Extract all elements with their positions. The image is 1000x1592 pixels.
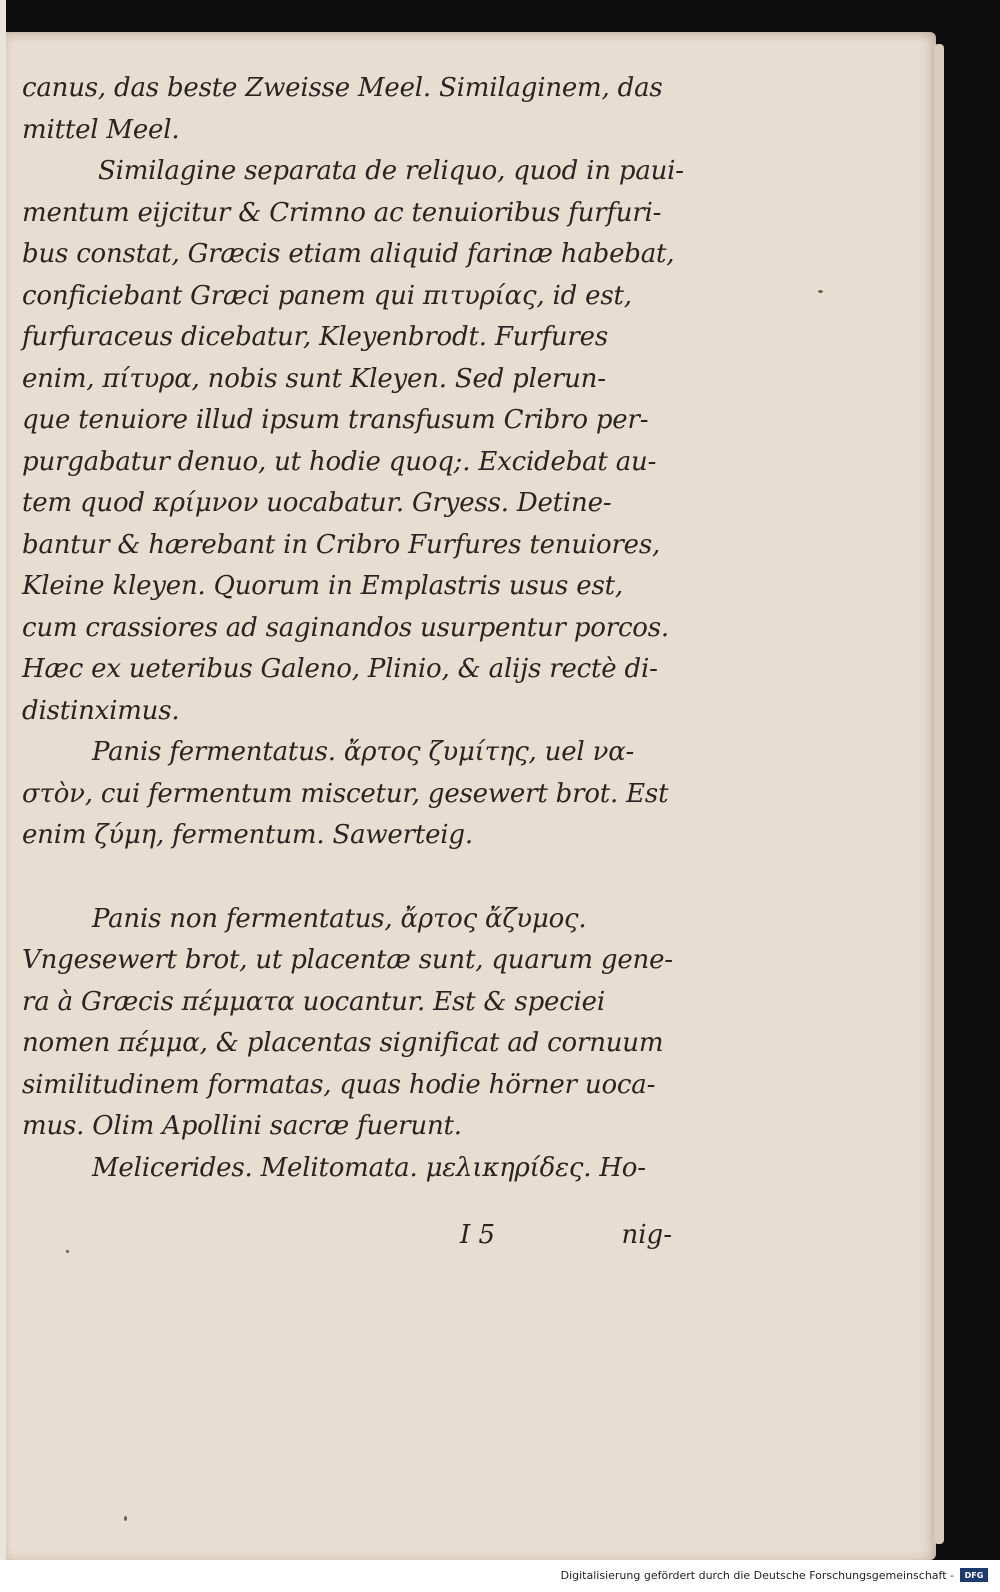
paper-speck bbox=[124, 1516, 127, 1521]
signature-mark: I 5 bbox=[460, 1220, 496, 1250]
text-line: canus, das beste Zweisse Meel. Similaginem, das bbox=[22, 73, 663, 103]
text-line: que tenuiore illud ipsum transfusum Cribro per- bbox=[22, 405, 649, 435]
text-line: ra à Græcis πέμματα uocantur. Est & speciei bbox=[22, 986, 605, 1017]
paper-speck bbox=[818, 290, 823, 293]
catchword: nig- bbox=[621, 1220, 672, 1250]
text-line: mentum eijcitur & Crimno ac tenuioribus furfuri- bbox=[22, 197, 662, 228]
paragraph-gap bbox=[22, 857, 672, 899]
text-line: enim ζύμη, fermentum. Sawerteig. bbox=[22, 820, 473, 850]
dfg-logo-icon: DFG bbox=[960, 1568, 988, 1582]
text-line: Kleine kleyen. Quorum in Emplastris usus est, bbox=[22, 571, 623, 601]
text-line: bus constat, Græcis etiam aliquid farinæ habebat, bbox=[22, 239, 675, 269]
text-line: Hæc ex ueteribus Galeno, Plinio, & alijs rectè di- bbox=[22, 654, 658, 684]
text-line: mus. Olim Apollini sacræ fuerunt. bbox=[22, 1111, 462, 1141]
page-footer bbox=[22, 1220, 672, 1262]
text-line: tem quod κρίμνον uocabatur. Gryess. Detine- bbox=[22, 488, 612, 518]
text-line: enim, πίτυρα, nobis sunt Kleyen. Sed plerun- bbox=[22, 363, 606, 394]
text-line: mittel Meel. bbox=[22, 114, 180, 145]
text-line: στὸν, cui fermentum miscetur, gesewert brot. Est bbox=[22, 778, 669, 809]
text-line: Panis fermentatus. ἄρτος ζυμίτης, uel να- bbox=[92, 737, 635, 767]
dfg-credit-text: Digitalisierung gefördert durch die Deutsche Forschungsgemeinschaft - bbox=[560, 1569, 954, 1582]
text-line: distinximus. bbox=[22, 695, 180, 726]
text-line: nomen πέμμα, & placentas significat ad cornuum bbox=[22, 1028, 664, 1058]
text-line: bantur & hærebant in Cribro Furfures tenuiores, bbox=[22, 529, 661, 560]
text-line: Panis non fermentatus, ἄρτος ἄζυμος. bbox=[92, 903, 587, 934]
text-line: purgabatur denuo, ut hodie quoq;. Excidebat au- bbox=[22, 446, 657, 477]
page-edge bbox=[934, 44, 944, 1544]
text-line: Melicerides. Melitomata. μελικηρίδες. Ho- bbox=[92, 1152, 646, 1183]
text-line: conficiebant Græci panem qui πιτυρίας, id est, bbox=[22, 280, 632, 311]
text-line: cum crassiores ad saginandos usurpentur porcos. bbox=[22, 612, 669, 643]
dfg-credit-bar bbox=[0, 1560, 1000, 1592]
text-line: Similagine separata de reliquo, quod in paui- bbox=[98, 156, 684, 186]
page-text bbox=[22, 68, 684, 1189]
text-line: furfuraceus dicebatur, Kleyenbrodt. Furfures bbox=[22, 322, 608, 352]
text-line: similitudinem formatas, quas hodie hörner uoca- bbox=[22, 1069, 656, 1100]
text-line: Vngesewert brot, ut placentæ sunt, quarum gene- bbox=[22, 945, 673, 975]
